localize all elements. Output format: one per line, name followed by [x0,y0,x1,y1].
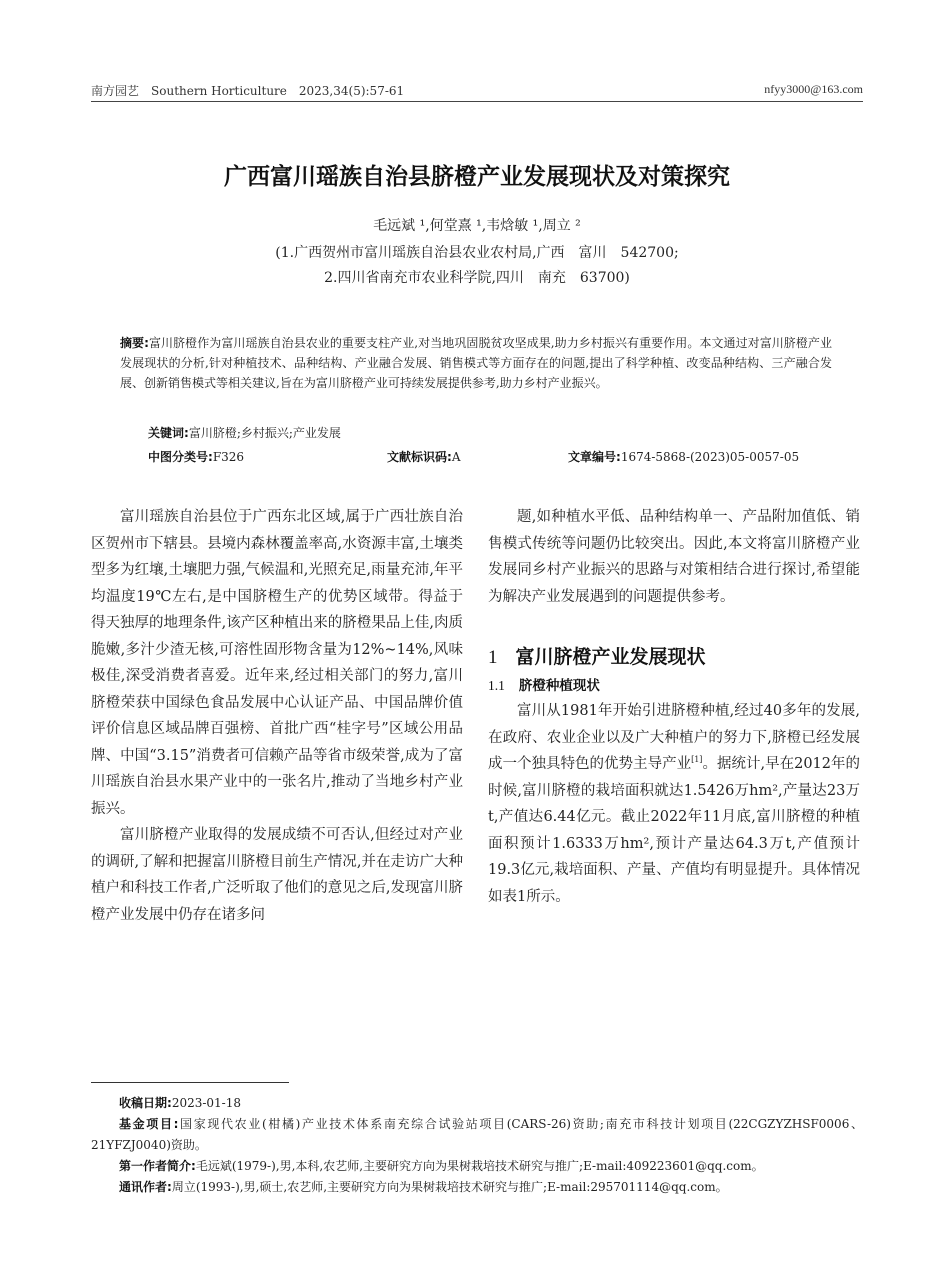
author-list: 毛远斌 ¹,何堂熹 ¹,韦焓敏 ¹,周立 ² [373,218,581,234]
footnote-fund [91,1114,863,1156]
abstract [120,333,832,393]
footnote-divider [91,1082,289,1083]
section-heading [488,643,860,672]
paragraph-text: 富川从1981年开始引进脐橙种植,经过40多年的发展,在政府、农业企业以及广大种植户的努力下,脐橙已经发展成一个独具特色的优势主导产业 [488,703,860,772]
article-number [568,448,799,465]
footnotes [91,1093,863,1198]
journal-info [91,82,416,99]
footnote-first-author [91,1156,863,1177]
clc-label: 中图分类号: [148,450,213,464]
abstract-label: 摘要: [120,336,149,350]
body-paragraph: 题,如种植水平低、品种结构单一、产品附加值低、销售模式传统等问题仍比较突出。因此,本文将富川脐橙产业发展同乡村产业振兴的思路与对策相结合进行探讨,希望能为解决产业发展遇到的问题提供参考。 [488,509,860,605]
citation-ref[interactable]: [1] [691,755,703,765]
footnote-corresponding [91,1177,863,1198]
body-paragraph [488,698,860,910]
keywords-text: 富川脐橙;乡村振兴;产业发展 [188,426,341,440]
clc-number [148,448,244,465]
body-paragraph: 富川瑶族自治县位于广西东北区域,属于广西壮族自治区贺州市下辖县。县境内森林覆盖率高,水资源丰富,土壤类型多为红壤,土壤肥力强,气候温和,光照充足,雨量充沛,年平均温度19℃左右,是中国脐橙生产的优势区域带。得益于得天独厚的地理条件,该产区种植出来的脐橙果品上佳,肉质脆嫩,多汁少渣无核,可溶性固形物含量为12%~14%,风味极佳,深受消费者喜爱。近年来,经过相关部门的努力,富川脐橙荣获中国绿色食品发展中心认证产品、中国品牌价值评价信息区域品牌百强榜、首批广西“桂字号”区域公用品牌、中国“3.15”消费者可信赖产品等省市级荣誉,成为了富川瑶族自治县水果产业中的一张名片,推动了当地乡村产业振兴。 [91,509,463,817]
journal-name-en: Southern Horticulture [151,84,287,98]
fund-text: 国家现代农业(柑橘)产业技术体系南充综合试验站项目(CARS-26)资助;南充市科技计划项目(22CGZYZHSF0006、21YFZJ0040)资助。 [91,1117,863,1152]
running-header [91,80,863,100]
document-code [387,448,460,465]
journal-issue: 2023,34(5):57-61 [298,84,405,98]
keywords-label: 关键词: [148,426,189,440]
corresponding-text: 周立(1993-),男,硕士,农艺师,主要研究方向为果树栽培技术研究与推广;E-mail:295701114@qq.com。 [171,1180,728,1194]
affiliation-2: 2.四川省南充市农业科学院,四川 南充 63700) [324,270,630,286]
corresponding-label: 通讯作者: [119,1180,172,1194]
section-title: 富川脐橙产业发展现状 [515,646,706,668]
body-column-right [488,504,860,910]
section-number: 1 [488,647,498,668]
header-divider [91,101,863,102]
received-date: 2023-01-18 [171,1096,241,1110]
document-code-value: A [451,450,461,464]
subsection-title: 脐橙种植现状 [518,678,600,694]
article-number-label: 文章编号: [568,450,621,464]
keywords [148,424,341,441]
journal-name-cn: 南方园艺 [91,84,140,98]
article-number-value: 1674-5868-(2023)05-0057-05 [620,450,800,464]
first-author-text: 毛远斌(1979-),男,本科,农艺师,主要研究方向为果树栽培技术研究与推广;E-mail:409223601@qq.com。 [195,1159,764,1173]
body-column-left [91,504,463,928]
document-code-label: 文献标识码: [387,450,452,464]
footnote-received [91,1093,863,1114]
paragraph-text: 。据统计,早在2012年的时候,富川脐橙的栽培面积就达1.5426万hm²,产量达23万t,产值达6.44亿元。截止2022年11月底,富川脐橙的种植面积预计1.6333万hm²,预计产量达64.3万t,产值预计19.3亿元,栽培面积、产量、产值均有明显提升。具体情况如表1所示。 [488,756,861,905]
article-title: 广西富川瑶族自治县脐橙产业发展现状及对策探究 [224,164,730,190]
fund-label: 基金项目: [119,1117,179,1131]
subsection-number: 1.1 [488,678,505,693]
affiliation-1: (1.广西贺州市富川瑶族自治县农业农村局,广西 富川 542700; [275,245,679,261]
first-author-label: 第一作者简介: [119,1159,196,1173]
abstract-text: 富川脐橙作为富川瑶族自治县农业的重要支柱产业,对当地巩固脱贫攻坚成果,助力乡村振兴有重要作用。本文通过对富川脐橙产业发展现状的分析,针对种植技术、品种结构、产业融合发展、销售模式等方面存在的问题,提出了科学种植、改变品种结构、三产融合发展、创新销售模式等相关建议,旨在为富川脐橙产业可持续发展提供参考,助力乡村产业振兴。 [120,336,832,390]
clc-value: F326 [212,450,245,464]
body-paragraph: 富川脐橙产业取得的发展成绩不可否认,但经过对产业的调研,了解和把握富川脐橙目前生产情况,并在走访广大种植户和科技工作者,广泛听取了他们的意见之后,发现富川脐橙产业发展中仍存在诸多问 [91,827,463,923]
journal-email: nfyy3000@163.com [764,82,863,96]
received-label: 收稿日期: [119,1096,172,1110]
subsection-heading [488,674,860,698]
